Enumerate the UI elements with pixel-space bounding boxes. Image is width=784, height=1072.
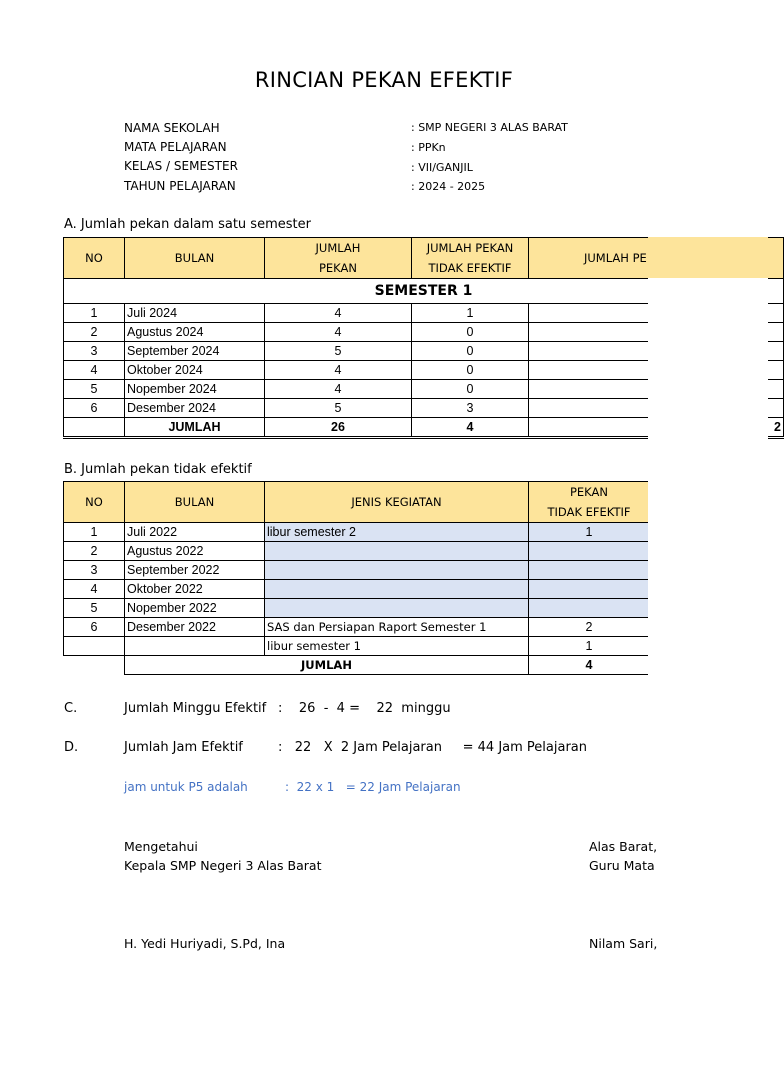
sign-right-name: Nilam Sari, bbox=[589, 936, 658, 951]
header-pekan-line1: PEKAN bbox=[569, 485, 608, 499]
semester-label: SEMESTER 1 bbox=[64, 279, 784, 304]
cell-pekan: 2 bbox=[529, 618, 650, 637]
table-header-row bbox=[64, 482, 650, 523]
header-pekan bbox=[529, 482, 650, 523]
table-total-row bbox=[64, 656, 650, 675]
total-label: JUMLAH bbox=[125, 418, 265, 438]
table-row bbox=[64, 580, 650, 599]
sign-left-line1: Mengetahui bbox=[124, 839, 198, 854]
header-kegiatan: JENIS KEGIATAN bbox=[265, 482, 529, 523]
cell-no: 3 bbox=[64, 561, 125, 580]
cell-tidak: 0 bbox=[412, 380, 529, 399]
header-tidak-line1: JUMLAH PEKAN bbox=[426, 241, 514, 255]
section-d-label: Jumlah Jam Efektif bbox=[124, 740, 243, 755]
cell-bulan: Juli 2022 bbox=[125, 523, 265, 542]
info-value-year: : 2024 - 2025 bbox=[411, 180, 486, 193]
cell-bulan: September 2024 bbox=[125, 342, 265, 361]
cell-bulan: Nopember 2022 bbox=[125, 599, 265, 618]
info-value-class: : VII/GANJIL bbox=[411, 161, 473, 174]
cell-no: 5 bbox=[64, 380, 125, 399]
cell-pekan bbox=[529, 561, 650, 580]
header-overflow-strip bbox=[648, 237, 768, 277]
info-value-subject: : PPKn bbox=[411, 141, 446, 154]
sign-right-line1: Alas Barat, bbox=[589, 839, 658, 854]
cell-pekan: 1 bbox=[529, 637, 650, 656]
total-efektif: 2 bbox=[529, 418, 784, 438]
cell-kegiatan: libur semester 2 bbox=[265, 523, 529, 542]
cell-bulan: Agustus 2022 bbox=[125, 542, 265, 561]
header-bulan: BULAN bbox=[125, 482, 265, 523]
info-value-school: : SMP NEGERI 3 ALAS BARAT bbox=[411, 121, 568, 134]
page-title: RINCIAN PEKAN EFEKTIF bbox=[254, 68, 514, 92]
cell-bulan: Desember 2024 bbox=[125, 399, 265, 418]
header-jumlah-line2: PEKAN bbox=[318, 261, 357, 275]
info-label-class: KELAS / SEMESTER bbox=[124, 159, 238, 173]
cell-empty bbox=[64, 418, 125, 438]
section-a-heading: A. Jumlah pekan dalam satu semester bbox=[64, 217, 311, 232]
table-row bbox=[64, 637, 650, 656]
table-row bbox=[64, 561, 650, 580]
cell-tidak: 0 bbox=[412, 323, 529, 342]
header-tidak-efektif bbox=[412, 238, 529, 279]
sign-right-line2: Guru Mata bbox=[589, 858, 655, 873]
info-label-school: NAMA SEKOLAH bbox=[124, 121, 220, 135]
header-pekan-line2: TIDAK EFEKTIF bbox=[547, 505, 631, 519]
cell-jumlah: 4 bbox=[265, 361, 412, 380]
cell-jumlah: 5 bbox=[265, 342, 412, 361]
header-no: NO bbox=[64, 238, 125, 279]
cell-jumlah: 5 bbox=[265, 399, 412, 418]
cell-no: 4 bbox=[64, 361, 125, 380]
cell-kegiatan: libur semester 1 bbox=[265, 637, 529, 656]
table-pekan-tidak-efektif bbox=[63, 481, 650, 675]
table-row bbox=[64, 599, 650, 618]
header-no: NO bbox=[64, 482, 125, 523]
cell-tidak: 0 bbox=[412, 361, 529, 380]
cell-kegiatan bbox=[265, 561, 529, 580]
cell-bulan: Nopember 2024 bbox=[125, 380, 265, 399]
section-d-expr: : 22 X 2 Jam Pelajaran = 44 Jam Pelajaran bbox=[278, 740, 588, 755]
cell-no bbox=[64, 637, 125, 656]
section-b-heading: B. Jumlah pekan tidak efektif bbox=[64, 462, 252, 477]
cell-jumlah: 4 bbox=[265, 323, 412, 342]
cell-kegiatan bbox=[265, 580, 529, 599]
info-label-year: TAHUN PELAJARAN bbox=[124, 179, 236, 193]
cell-no: 6 bbox=[64, 618, 125, 637]
table-row bbox=[64, 523, 650, 542]
cell-bulan: Oktober 2022 bbox=[125, 580, 265, 599]
cell-no: 2 bbox=[64, 542, 125, 561]
header-bulan: BULAN bbox=[125, 238, 265, 279]
cell-bulan: Desember 2022 bbox=[125, 618, 265, 637]
header-jumlah-pekan bbox=[265, 238, 412, 279]
cell-pekan bbox=[529, 580, 650, 599]
header-efektif: JUMLAH PE bbox=[529, 238, 784, 279]
cell-pekan bbox=[529, 542, 650, 561]
info-label-subject: MATA PELAJARAN bbox=[124, 140, 227, 154]
cell-no: 6 bbox=[64, 399, 125, 418]
section-c-letter: C. bbox=[64, 701, 78, 716]
cell-no: 3 bbox=[64, 342, 125, 361]
p5-note-label: jam untuk P5 adalah bbox=[124, 780, 248, 794]
cell-bulan: September 2022 bbox=[125, 561, 265, 580]
cell-empty bbox=[64, 656, 125, 675]
table-row bbox=[64, 618, 650, 637]
cell-no: 1 bbox=[64, 523, 125, 542]
total-pekan: 4 bbox=[529, 656, 650, 675]
cell-no: 2 bbox=[64, 323, 125, 342]
page-edge-mask bbox=[648, 278, 768, 1072]
total-label: JUMLAH bbox=[125, 656, 529, 675]
cell-no: 4 bbox=[64, 580, 125, 599]
section-c-label: Jumlah Minggu Efektif bbox=[124, 701, 267, 716]
total-jumlah: 26 bbox=[265, 418, 412, 438]
header-tidak-line2: TIDAK EFEKTIF bbox=[428, 261, 512, 275]
cell-bulan: Oktober 2024 bbox=[125, 361, 265, 380]
table-row bbox=[64, 542, 650, 561]
cell-kegiatan bbox=[265, 542, 529, 561]
cell-tidak: 3 bbox=[412, 399, 529, 418]
cell-no: 1 bbox=[64, 304, 125, 323]
cell-bulan: Agustus 2024 bbox=[125, 323, 265, 342]
cell-jumlah: 4 bbox=[265, 380, 412, 399]
p5-note-expr: : 22 x 1 = 22 Jam Pelajaran bbox=[285, 780, 461, 794]
cell-pekan bbox=[529, 599, 650, 618]
cell-tidak: 1 bbox=[412, 304, 529, 323]
section-d-letter: D. bbox=[64, 740, 79, 755]
cell-pekan: 1 bbox=[529, 523, 650, 542]
section-c-expr: : 26 - 4 = 22 minggu bbox=[278, 701, 451, 716]
header-jumlah-line1: JUMLAH bbox=[315, 241, 361, 255]
cell-kegiatan bbox=[265, 599, 529, 618]
cell-bulan bbox=[125, 637, 265, 656]
cell-kegiatan: SAS dan Persiapan Raport Semester 1 bbox=[265, 618, 529, 637]
sign-left-line2: Kepala SMP Negeri 3 Alas Barat bbox=[124, 858, 322, 873]
sign-left-name: H. Yedi Huriyadi, S.Pd, Ina bbox=[124, 936, 286, 951]
cell-bulan: Juli 2024 bbox=[125, 304, 265, 323]
total-tidak: 4 bbox=[412, 418, 529, 438]
cell-no: 5 bbox=[64, 599, 125, 618]
cell-jumlah: 4 bbox=[265, 304, 412, 323]
cell-tidak: 0 bbox=[412, 342, 529, 361]
